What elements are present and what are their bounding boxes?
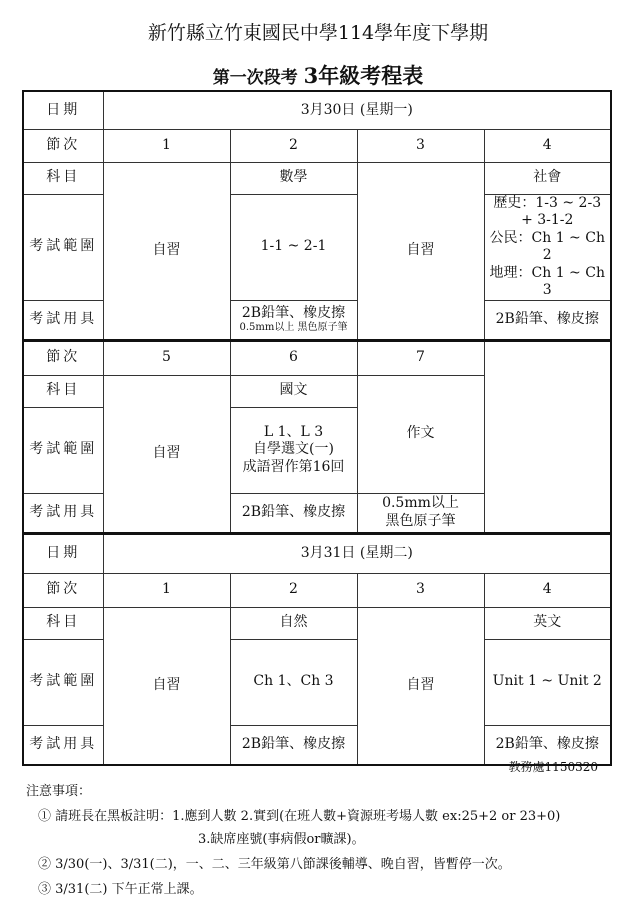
table-row	[23, 533, 611, 573]
label-scope: 考試範圍	[23, 194, 103, 300]
scope-math: 1-1 ~ 2-1	[230, 194, 357, 300]
table-row	[23, 607, 611, 639]
label-subject: 科目	[23, 162, 103, 194]
scope-line: 成語習作第16回	[242, 458, 345, 475]
composition-cell: 作文	[357, 375, 484, 493]
label-date: 日期	[23, 533, 103, 573]
period-cell: 2	[230, 129, 357, 162]
tools-science: 2B鉛筆、橡皮擦	[230, 725, 357, 765]
tools-social: 2B鉛筆、橡皮擦	[484, 300, 611, 340]
period-cell: 5	[103, 340, 230, 375]
tools-line: 0.5mm以上	[382, 495, 459, 511]
period-cell: 6	[230, 340, 357, 375]
scope-line: 歷史：1-3 ~ 2-3	[493, 194, 602, 211]
tools-line: 2B鉛筆、橡皮擦	[241, 304, 346, 321]
date-day1: 3月30日 (星期一)	[103, 91, 611, 129]
label-period: 節次	[23, 573, 103, 607]
subject-english: 英文	[484, 607, 611, 639]
period-cell: 2	[230, 573, 357, 607]
label-scope: 考試範圍	[23, 639, 103, 725]
scope-line: 地理：Ch 1 ~ Ch 3	[489, 264, 605, 298]
table-row	[23, 573, 611, 607]
tools-composition	[357, 493, 484, 533]
table-row	[23, 162, 611, 194]
scope-science: Ch 1、Ch 3	[230, 639, 357, 725]
label-date: 日期	[23, 91, 103, 129]
label-subject: 科目	[23, 607, 103, 639]
notes-section	[26, 780, 626, 903]
tools-math	[230, 300, 357, 340]
office-stamp: 教務處1150320	[508, 760, 598, 774]
period-cell: 3	[357, 573, 484, 607]
subject-chinese: 國文	[230, 375, 357, 407]
subject-math: 數學	[230, 162, 357, 194]
table-row	[23, 129, 611, 162]
tools-english: 2B鉛筆、橡皮擦	[484, 725, 611, 765]
note-item: ② 3/30(一)、3/31(二)，一、二、三年級第八節課後輔導、晚自習，皆暫停一次。	[38, 857, 511, 872]
label-subject: 科目	[23, 375, 103, 407]
self-study-cell: 自習	[103, 375, 230, 533]
self-study-cell: 自習	[103, 162, 230, 340]
period-cell: 4	[484, 573, 611, 607]
label-period: 節次	[23, 340, 103, 375]
self-study-cell: 自習	[357, 162, 484, 340]
subtitle-grade: 3年級考程表	[303, 63, 424, 88]
table-row	[23, 340, 611, 375]
label-tools: 考試用具	[23, 725, 103, 765]
notes-heading: 注意事項：	[26, 784, 92, 799]
period-cell: 7	[357, 340, 484, 375]
page-subtitle	[0, 60, 636, 90]
scope-line: 自學選文(一)	[253, 441, 334, 458]
note-item: ③ 3/31(二) 下午正常上課。	[38, 882, 203, 897]
tools-line: 0.5mm以上 黑色原子筆	[239, 322, 348, 333]
tools-line: 黑色原子筆	[385, 512, 456, 529]
label-tools: 考試用具	[23, 493, 103, 533]
scope-line: L 1、L 3	[263, 423, 324, 440]
note-item-continuation: 3.缺席座號(事病假or曠課)。	[198, 832, 365, 847]
table-row	[23, 91, 611, 129]
scope-line: + 3-1-2	[521, 212, 574, 228]
scope-chinese	[230, 407, 357, 493]
date-day2: 3月31日 (星期二)	[103, 533, 611, 573]
period-cell: 1	[103, 573, 230, 607]
tools-chinese: 2B鉛筆、橡皮擦	[230, 493, 357, 533]
scope-line: 公民：Ch 1 ~ Ch 2	[489, 229, 605, 263]
note-item: ① 請班長在黑板註明：1.應到人數 2.實到(在班人數+資源班考場人數 ex:25+2 or 23+0)	[38, 809, 561, 824]
label-tools: 考試用具	[23, 300, 103, 340]
scope-social	[484, 194, 611, 300]
subject-science: 自然	[230, 607, 357, 639]
period-cell: 3	[357, 129, 484, 162]
page-title: 新竹縣立竹東國民中學114學年度下學期	[147, 22, 489, 44]
exam-schedule-table	[22, 90, 612, 766]
subtitle-exam: 第一次段考	[212, 68, 298, 88]
period-cell: 1	[103, 129, 230, 162]
self-study-cell: 自習	[103, 607, 230, 765]
label-scope: 考試範圍	[23, 407, 103, 493]
period-cell: 4	[484, 129, 611, 162]
self-study-cell: 自習	[357, 607, 484, 765]
scope-english: Unit 1 ~ Unit 2	[484, 639, 611, 725]
label-period: 節次	[23, 129, 103, 162]
empty-cell	[484, 340, 611, 533]
subject-social: 社會	[484, 162, 611, 194]
